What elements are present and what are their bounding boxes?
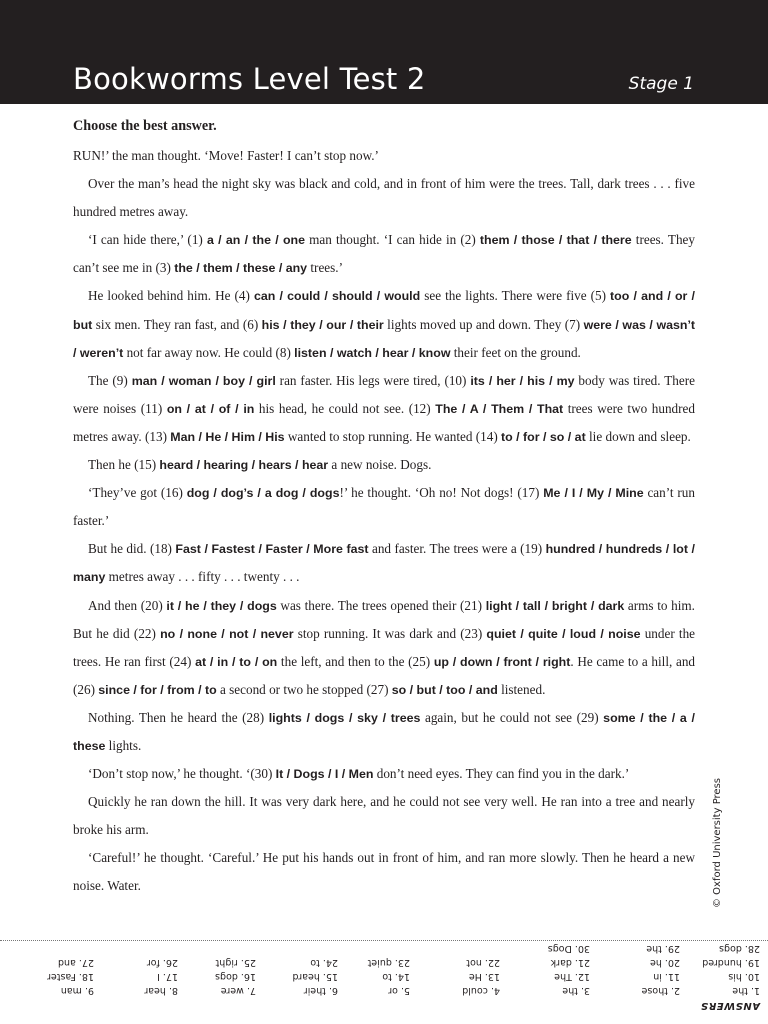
answers-column	[215, 955, 256, 997]
instruction-heading: Choose the best answer.	[73, 118, 217, 134]
story-paragraph: He looked behind him. He (4) can / could / should / would see the lights. There were five (5) too / and / or / but six men. They ran fast, and (6) his / they / our / their lights moved up and down. They (7) were / was / wasn’t / weren’t not far away now. He could (8) listen / watch / hear / know their feet on the ground.	[73, 288, 696, 360]
test-body	[73, 115, 695, 901]
answer-item: 10. his	[728, 971, 760, 982]
answer-item: 15. heard	[292, 971, 338, 982]
answer-item: 9. man	[60, 985, 94, 996]
answer-item: 18. Faster	[47, 971, 94, 982]
copyright-notice: © Oxford University Press	[712, 777, 723, 908]
answer-item: 27. and	[57, 957, 94, 968]
answer-item: 8. hear	[144, 985, 178, 996]
answer-item: 20. he	[650, 957, 680, 968]
answers-key	[0, 944, 768, 1016]
answer-item: 22. not	[466, 957, 500, 968]
answer-item: 11. in	[653, 971, 680, 982]
page-title: Bookworms Level Test 2	[73, 62, 426, 96]
answers-column	[462, 955, 500, 997]
answers-column	[47, 955, 94, 997]
answer-item: 29. the	[646, 943, 680, 954]
answer-item: 16. dogs	[215, 971, 256, 982]
story-paragraph: And then (20) it / he / they / dogs was there. The trees opened their (21) light / tall / bright / dark arms to him. But he did (22) no / none / not / never stop running. It was dark and (23) quiet / quite / loud / noise under the trees. He ran first (24) at / in / to / on the left, and then to the (25) up / down / front / right. He came to a hill, and (26) since / for / from / to a second or two he stopped (27) so / but / too / and listened.	[73, 597, 696, 697]
story-paragraph: ‘Don’t stop now,’ he thought. ‘(30) It / Dogs / I / Men don’t need eyes. They can find you in the dark.’	[88, 766, 630, 782]
answer-item: 4. could	[462, 985, 500, 996]
answer-item: 26. for	[146, 957, 178, 968]
answer-item: 3. the	[562, 985, 590, 996]
answer-item: 24. to	[310, 957, 338, 968]
answer-item: 17. I	[157, 971, 178, 982]
answer-item: 5. or	[388, 985, 410, 996]
page-header	[0, 0, 768, 104]
story-paragraph: Quickly he ran down the hill. It was very dark here, and he could not see very well. He ran into a tree and nearly broke his arm.	[73, 794, 695, 838]
answers-heading: ANSWERS	[700, 1000, 760, 1011]
story-paragraph: ‘Careful!’ he thought. ‘Careful.’ He put his hands out in front of him, and ran more slowly. Then he heard a new noise. Water.	[73, 850, 695, 894]
story-paragraph: The (9) man / woman / boy / girl ran faster. His legs were tired, (10) its / her / his / my body was tired. There were noises (11) on / at / of / in his head, he could not see. (12) The / A / Them / That trees were two hundred metres away. (13) Man / He / Him / His wanted to stop running. He wanted (14) to / for / so / at lie down and sleep.	[73, 372, 695, 444]
answer-item: 19. hundred	[702, 957, 760, 968]
story-paragraph: ‘I can hide there,’ (1) a / an / the / one man thought. ‘I can hide in (2) them / those / that / there trees. They can’t see me in (3) the / them / these / any trees.’	[73, 232, 695, 276]
story-paragraph: Nothing. Then he heard the (28) lights / dogs / sky / trees again, but he could not see (29) some / the / a / these lights.	[73, 709, 695, 753]
answer-item: 23. quiet	[367, 957, 410, 968]
answers-column	[292, 955, 338, 997]
answers-column	[144, 955, 178, 997]
answer-item: 7. were	[220, 985, 256, 996]
answers-column	[368, 955, 410, 997]
answers-column	[702, 941, 760, 997]
answer-item: 30. Dogs	[547, 943, 590, 954]
story-paragraph: But he did. (18) Fast / Fastest / Faster / More fast and faster. The trees were a (19) hundred / hundreds / lot / many metres away . . . fifty . . . twenty . . .	[73, 541, 695, 585]
answer-item: 28. dogs	[719, 943, 760, 954]
story-paragraph: Then he (15) heard / hearing / hears / hear a new noise. Dogs.	[88, 457, 432, 473]
answer-item: 1. the	[732, 985, 760, 996]
answers-column	[642, 941, 680, 997]
story-paragraph: RUN!’ the man thought. ‘Move! Faster! I can’t stop now.’	[73, 148, 379, 163]
answer-item: 12. The	[554, 971, 590, 982]
answer-item: 14. to	[382, 971, 410, 982]
answer-item: 25. right	[215, 957, 256, 968]
story-paragraph: ‘They’ve got (16) dog / dog’s / a dog / dogs!’ he thought. ‘Oh no! Not dogs! (17) Me / I / My / Mine can’t run faster.’	[73, 485, 695, 529]
stage-label: Stage 1	[628, 74, 694, 94]
answer-item: 13. He	[468, 971, 500, 982]
story-paragraph: Over the man’s head the night sky was black and cold, and in front of him were the trees. Tall, dark trees . . . five hundred metres away.	[73, 176, 695, 220]
answer-item: 6. their	[303, 985, 338, 996]
answer-item: 2. those	[641, 985, 680, 996]
answers-column	[548, 941, 590, 997]
answer-item: 21. dark	[550, 957, 590, 968]
